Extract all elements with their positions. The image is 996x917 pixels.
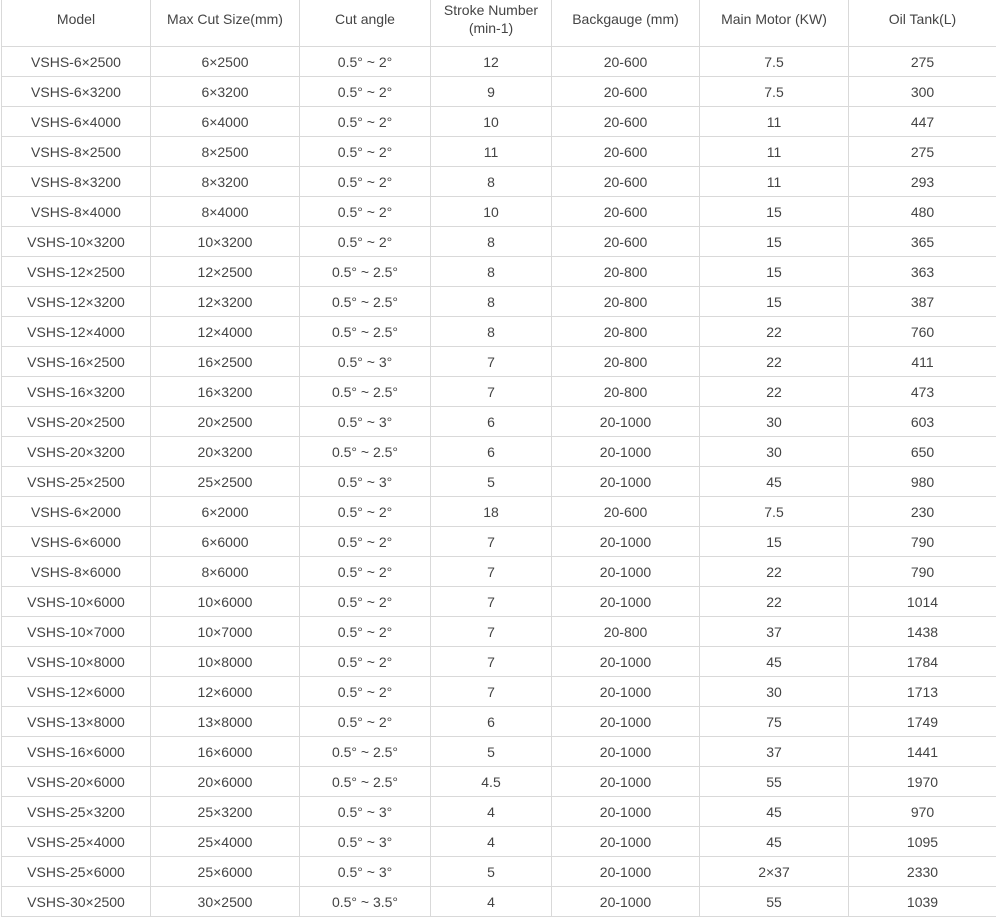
- table-row: [2, 707, 996, 737]
- cell-max-cut-size: 13×8000: [151, 707, 300, 737]
- cell-main-motor: 2×37: [700, 857, 849, 887]
- table-row: [2, 467, 996, 497]
- cell-main-motor: 22: [700, 557, 849, 587]
- cell-max-cut-size: 6×2500: [151, 47, 300, 77]
- column-header-main-motor: [700, 0, 849, 47]
- cell-backgauge: 20-800: [552, 617, 700, 647]
- table-header: [2, 0, 996, 47]
- column-header-label: Model: [2, 10, 150, 28]
- cell-stroke-number: 7: [431, 677, 552, 707]
- cell-main-motor: 45: [700, 827, 849, 857]
- cell-oil-tank: 980: [849, 467, 996, 497]
- cell-cut-angle: 0.5° ~ 3°: [300, 797, 431, 827]
- cell-backgauge: 20-1000: [552, 827, 700, 857]
- cell-cut-angle: 0.5° ~ 2°: [300, 527, 431, 557]
- cell-stroke-number: 10: [431, 107, 552, 137]
- cell-max-cut-size: 6×2000: [151, 497, 300, 527]
- cell-main-motor: 7.5: [700, 47, 849, 77]
- cell-max-cut-size: 12×3200: [151, 287, 300, 317]
- cell-oil-tank: 275: [849, 47, 996, 77]
- column-header-label: Main Motor (KW): [700, 10, 848, 28]
- cell-model: VSHS-8×4000: [2, 197, 151, 227]
- cell-main-motor: 55: [700, 767, 849, 797]
- column-header-label: Cut angle: [300, 10, 430, 28]
- table-row: [2, 317, 996, 347]
- cell-model: VSHS-20×3200: [2, 437, 151, 467]
- cell-backgauge: 20-1000: [552, 707, 700, 737]
- table-row: [2, 887, 996, 917]
- cell-oil-tank: 790: [849, 557, 996, 587]
- cell-main-motor: 15: [700, 227, 849, 257]
- cell-stroke-number: 7: [431, 557, 552, 587]
- table-row: [2, 587, 996, 617]
- cell-stroke-number: 5: [431, 857, 552, 887]
- cell-cut-angle: 0.5° ~ 2°: [300, 227, 431, 257]
- cell-oil-tank: 387: [849, 287, 996, 317]
- cell-cut-angle: 0.5° ~ 2.5°: [300, 737, 431, 767]
- cell-oil-tank: 473: [849, 377, 996, 407]
- cell-main-motor: 22: [700, 587, 849, 617]
- cell-max-cut-size: 8×2500: [151, 137, 300, 167]
- cell-model: VSHS-10×7000: [2, 617, 151, 647]
- cell-main-motor: 30: [700, 677, 849, 707]
- table-row: [2, 77, 996, 107]
- cell-max-cut-size: 10×6000: [151, 587, 300, 617]
- cell-cut-angle: 0.5° ~ 2°: [300, 137, 431, 167]
- cell-cut-angle: 0.5° ~ 2°: [300, 107, 431, 137]
- cell-model: VSHS-20×6000: [2, 767, 151, 797]
- cell-backgauge: 20-1000: [552, 737, 700, 767]
- cell-oil-tank: 275: [849, 137, 996, 167]
- cell-main-motor: 22: [700, 347, 849, 377]
- cell-backgauge: 20-1000: [552, 797, 700, 827]
- cell-oil-tank: 1095: [849, 827, 996, 857]
- cell-cut-angle: 0.5° ~ 2.5°: [300, 437, 431, 467]
- cell-main-motor: 37: [700, 617, 849, 647]
- cell-max-cut-size: 6×6000: [151, 527, 300, 557]
- cell-oil-tank: 293: [849, 167, 996, 197]
- cell-max-cut-size: 25×4000: [151, 827, 300, 857]
- column-header-oil-tank: [849, 0, 996, 47]
- cell-backgauge: 20-600: [552, 77, 700, 107]
- cell-oil-tank: 1784: [849, 647, 996, 677]
- cell-main-motor: 75: [700, 707, 849, 737]
- cell-oil-tank: 760: [849, 317, 996, 347]
- table-row: [2, 437, 996, 467]
- cell-oil-tank: 480: [849, 197, 996, 227]
- cell-cut-angle: 0.5° ~ 2°: [300, 617, 431, 647]
- cell-backgauge: 20-800: [552, 317, 700, 347]
- column-header-label: Stroke Number: [431, 1, 551, 19]
- cell-backgauge: 20-1000: [552, 467, 700, 497]
- cell-max-cut-size: 16×6000: [151, 737, 300, 767]
- column-header-max-cut-size: [151, 0, 300, 47]
- cell-model: VSHS-10×3200: [2, 227, 151, 257]
- cell-main-motor: 22: [700, 317, 849, 347]
- cell-cut-angle: 0.5° ~ 3°: [300, 347, 431, 377]
- column-header-label: Max Cut Size(mm): [151, 10, 299, 28]
- cell-main-motor: 15: [700, 527, 849, 557]
- cell-cut-angle: 0.5° ~ 2.5°: [300, 317, 431, 347]
- cell-stroke-number: 18: [431, 497, 552, 527]
- cell-model: VSHS-6×2000: [2, 497, 151, 527]
- cell-main-motor: 45: [700, 467, 849, 497]
- cell-cut-angle: 0.5° ~ 2°: [300, 47, 431, 77]
- cell-backgauge: 20-800: [552, 257, 700, 287]
- cell-stroke-number: 6: [431, 407, 552, 437]
- cell-model: VSHS-16×3200: [2, 377, 151, 407]
- cell-oil-tank: 650: [849, 437, 996, 467]
- table-row: [2, 677, 996, 707]
- cell-model: VSHS-6×2500: [2, 47, 151, 77]
- cell-stroke-number: 8: [431, 287, 552, 317]
- cell-max-cut-size: 12×2500: [151, 257, 300, 287]
- cell-backgauge: 20-1000: [552, 767, 700, 797]
- cell-max-cut-size: 12×4000: [151, 317, 300, 347]
- cell-oil-tank: 1970: [849, 767, 996, 797]
- cell-main-motor: 45: [700, 647, 849, 677]
- cell-main-motor: 11: [700, 107, 849, 137]
- cell-stroke-number: 7: [431, 647, 552, 677]
- column-header-label: Backgauge (mm): [552, 10, 699, 28]
- cell-max-cut-size: 10×7000: [151, 617, 300, 647]
- cell-max-cut-size: 8×4000: [151, 197, 300, 227]
- cell-oil-tank: 790: [849, 527, 996, 557]
- cell-model: VSHS-6×6000: [2, 527, 151, 557]
- cell-backgauge: 20-600: [552, 497, 700, 527]
- cell-cut-angle: 0.5° ~ 2°: [300, 77, 431, 107]
- cell-model: VSHS-20×2500: [2, 407, 151, 437]
- cell-model: VSHS-10×6000: [2, 587, 151, 617]
- cell-max-cut-size: 6×3200: [151, 77, 300, 107]
- cell-cut-angle: 0.5° ~ 3.5°: [300, 887, 431, 917]
- cell-cut-angle: 0.5° ~ 2°: [300, 497, 431, 527]
- cell-oil-tank: 411: [849, 347, 996, 377]
- cell-max-cut-size: 20×3200: [151, 437, 300, 467]
- cell-model: VSHS-25×4000: [2, 827, 151, 857]
- cell-stroke-number: 4: [431, 797, 552, 827]
- cell-oil-tank: 1039: [849, 887, 996, 917]
- table-row: [2, 377, 996, 407]
- cell-backgauge: 20-1000: [552, 437, 700, 467]
- cell-model: VSHS-6×3200: [2, 77, 151, 107]
- cell-model: VSHS-16×6000: [2, 737, 151, 767]
- cell-oil-tank: 1014: [849, 587, 996, 617]
- cell-cut-angle: 0.5° ~ 2°: [300, 677, 431, 707]
- cell-stroke-number: 4: [431, 827, 552, 857]
- cell-max-cut-size: 10×3200: [151, 227, 300, 257]
- cell-oil-tank: 603: [849, 407, 996, 437]
- table-row: [2, 647, 996, 677]
- cell-oil-tank: 447: [849, 107, 996, 137]
- cell-model: VSHS-12×4000: [2, 317, 151, 347]
- cell-stroke-number: 10: [431, 197, 552, 227]
- cell-main-motor: 7.5: [700, 497, 849, 527]
- cell-backgauge: 20-600: [552, 197, 700, 227]
- cell-model: VSHS-25×6000: [2, 857, 151, 887]
- cell-oil-tank: 300: [849, 77, 996, 107]
- cell-max-cut-size: 16×2500: [151, 347, 300, 377]
- table-row: [2, 857, 996, 887]
- table-row: [2, 827, 996, 857]
- cell-backgauge: 20-1000: [552, 677, 700, 707]
- cell-model: VSHS-16×2500: [2, 347, 151, 377]
- cell-backgauge: 20-600: [552, 47, 700, 77]
- cell-main-motor: 15: [700, 287, 849, 317]
- cell-stroke-number: 7: [431, 377, 552, 407]
- table-row: [2, 47, 996, 77]
- table-body: [2, 47, 996, 917]
- cell-main-motor: 7.5: [700, 77, 849, 107]
- cell-oil-tank: 363: [849, 257, 996, 287]
- cell-cut-angle: 0.5° ~ 2°: [300, 707, 431, 737]
- table-row: [2, 767, 996, 797]
- column-header-unit: (min-1): [431, 19, 551, 37]
- table-row: [2, 227, 996, 257]
- column-header-label: Oil Tank(L): [849, 10, 996, 28]
- cell-max-cut-size: 25×2500: [151, 467, 300, 497]
- cell-model: VSHS-8×6000: [2, 557, 151, 587]
- cell-model: VSHS-12×3200: [2, 287, 151, 317]
- cell-backgauge: 20-600: [552, 107, 700, 137]
- cell-model: VSHS-25×2500: [2, 467, 151, 497]
- cell-max-cut-size: 16×3200: [151, 377, 300, 407]
- cell-stroke-number: 5: [431, 737, 552, 767]
- cell-stroke-number: 7: [431, 617, 552, 647]
- table-row: [2, 527, 996, 557]
- cell-oil-tank: 2330: [849, 857, 996, 887]
- column-header-model: [2, 0, 151, 47]
- cell-cut-angle: 0.5° ~ 3°: [300, 827, 431, 857]
- table-row: [2, 257, 996, 287]
- cell-cut-angle: 0.5° ~ 2°: [300, 167, 431, 197]
- cell-main-motor: 15: [700, 257, 849, 287]
- cell-stroke-number: 9: [431, 77, 552, 107]
- table-row: [2, 107, 996, 137]
- cell-cut-angle: 0.5° ~ 3°: [300, 857, 431, 887]
- cell-stroke-number: 8: [431, 317, 552, 347]
- cell-backgauge: 20-800: [552, 377, 700, 407]
- cell-max-cut-size: 20×6000: [151, 767, 300, 797]
- table-row: [2, 347, 996, 377]
- cell-stroke-number: 5: [431, 467, 552, 497]
- cell-oil-tank: 1438: [849, 617, 996, 647]
- cell-cut-angle: 0.5° ~ 3°: [300, 467, 431, 497]
- cell-oil-tank: 1441: [849, 737, 996, 767]
- table-row: [2, 737, 996, 767]
- cell-model: VSHS-12×2500: [2, 257, 151, 287]
- cell-main-motor: 30: [700, 407, 849, 437]
- table-row: [2, 407, 996, 437]
- cell-stroke-number: 7: [431, 347, 552, 377]
- cell-cut-angle: 0.5° ~ 2°: [300, 647, 431, 677]
- cell-stroke-number: 6: [431, 437, 552, 467]
- cell-cut-angle: 0.5° ~ 3°: [300, 407, 431, 437]
- cell-model: VSHS-8×3200: [2, 167, 151, 197]
- cell-oil-tank: 230: [849, 497, 996, 527]
- cell-max-cut-size: 8×6000: [151, 557, 300, 587]
- cell-max-cut-size: 8×3200: [151, 167, 300, 197]
- cell-model: VSHS-25×3200: [2, 797, 151, 827]
- cell-stroke-number: 11: [431, 137, 552, 167]
- cell-main-motor: 30: [700, 437, 849, 467]
- spec-table: [1, 0, 996, 917]
- column-header-stroke-number: [431, 0, 552, 47]
- cell-cut-angle: 0.5° ~ 2°: [300, 587, 431, 617]
- cell-cut-angle: 0.5° ~ 2.5°: [300, 257, 431, 287]
- table-row: [2, 167, 996, 197]
- cell-max-cut-size: 6×4000: [151, 107, 300, 137]
- cell-cut-angle: 0.5° ~ 2.5°: [300, 767, 431, 797]
- cell-oil-tank: 1713: [849, 677, 996, 707]
- cell-oil-tank: 365: [849, 227, 996, 257]
- cell-stroke-number: 8: [431, 227, 552, 257]
- cell-main-motor: 22: [700, 377, 849, 407]
- cell-backgauge: 20-1000: [552, 647, 700, 677]
- header-row: [2, 0, 996, 47]
- table-row: [2, 617, 996, 647]
- cell-stroke-number: 8: [431, 167, 552, 197]
- cell-oil-tank: 970: [849, 797, 996, 827]
- cell-main-motor: 37: [700, 737, 849, 767]
- cell-stroke-number: 7: [431, 587, 552, 617]
- cell-stroke-number: 8: [431, 257, 552, 287]
- cell-cut-angle: 0.5° ~ 2.5°: [300, 377, 431, 407]
- cell-main-motor: 11: [700, 167, 849, 197]
- table-row: [2, 197, 996, 227]
- cell-max-cut-size: 12×6000: [151, 677, 300, 707]
- cell-oil-tank: 1749: [849, 707, 996, 737]
- cell-stroke-number: 6: [431, 707, 552, 737]
- cell-stroke-number: 4: [431, 887, 552, 917]
- cell-stroke-number: 7: [431, 527, 552, 557]
- cell-model: VSHS-6×4000: [2, 107, 151, 137]
- table-row: [2, 497, 996, 527]
- cell-backgauge: 20-800: [552, 347, 700, 377]
- cell-main-motor: 11: [700, 137, 849, 167]
- cell-backgauge: 20-600: [552, 227, 700, 257]
- cell-cut-angle: 0.5° ~ 2.5°: [300, 287, 431, 317]
- cell-backgauge: 20-1000: [552, 887, 700, 917]
- cell-max-cut-size: 25×3200: [151, 797, 300, 827]
- cell-main-motor: 55: [700, 887, 849, 917]
- cell-model: VSHS-10×8000: [2, 647, 151, 677]
- cell-backgauge: 20-800: [552, 287, 700, 317]
- cell-max-cut-size: 30×2500: [151, 887, 300, 917]
- cell-backgauge: 20-1000: [552, 407, 700, 437]
- table-row: [2, 287, 996, 317]
- cell-cut-angle: 0.5° ~ 2°: [300, 557, 431, 587]
- table-row: [2, 557, 996, 587]
- cell-model: VSHS-13×8000: [2, 707, 151, 737]
- table-row: [2, 797, 996, 827]
- cell-model: VSHS-30×2500: [2, 887, 151, 917]
- column-header-backgauge: [552, 0, 700, 47]
- column-header-cut-angle: [300, 0, 431, 47]
- table-row: [2, 137, 996, 167]
- cell-max-cut-size: 10×8000: [151, 647, 300, 677]
- cell-backgauge: 20-1000: [552, 587, 700, 617]
- cell-max-cut-size: 25×6000: [151, 857, 300, 887]
- cell-cut-angle: 0.5° ~ 2°: [300, 197, 431, 227]
- cell-backgauge: 20-1000: [552, 527, 700, 557]
- cell-main-motor: 15: [700, 197, 849, 227]
- cell-backgauge: 20-600: [552, 137, 700, 167]
- cell-stroke-number: 4.5: [431, 767, 552, 797]
- cell-stroke-number: 12: [431, 47, 552, 77]
- cell-backgauge: 20-1000: [552, 857, 700, 887]
- cell-model: VSHS-8×2500: [2, 137, 151, 167]
- cell-backgauge: 20-1000: [552, 557, 700, 587]
- cell-model: VSHS-12×6000: [2, 677, 151, 707]
- cell-max-cut-size: 20×2500: [151, 407, 300, 437]
- cell-backgauge: 20-600: [552, 167, 700, 197]
- cell-main-motor: 45: [700, 797, 849, 827]
